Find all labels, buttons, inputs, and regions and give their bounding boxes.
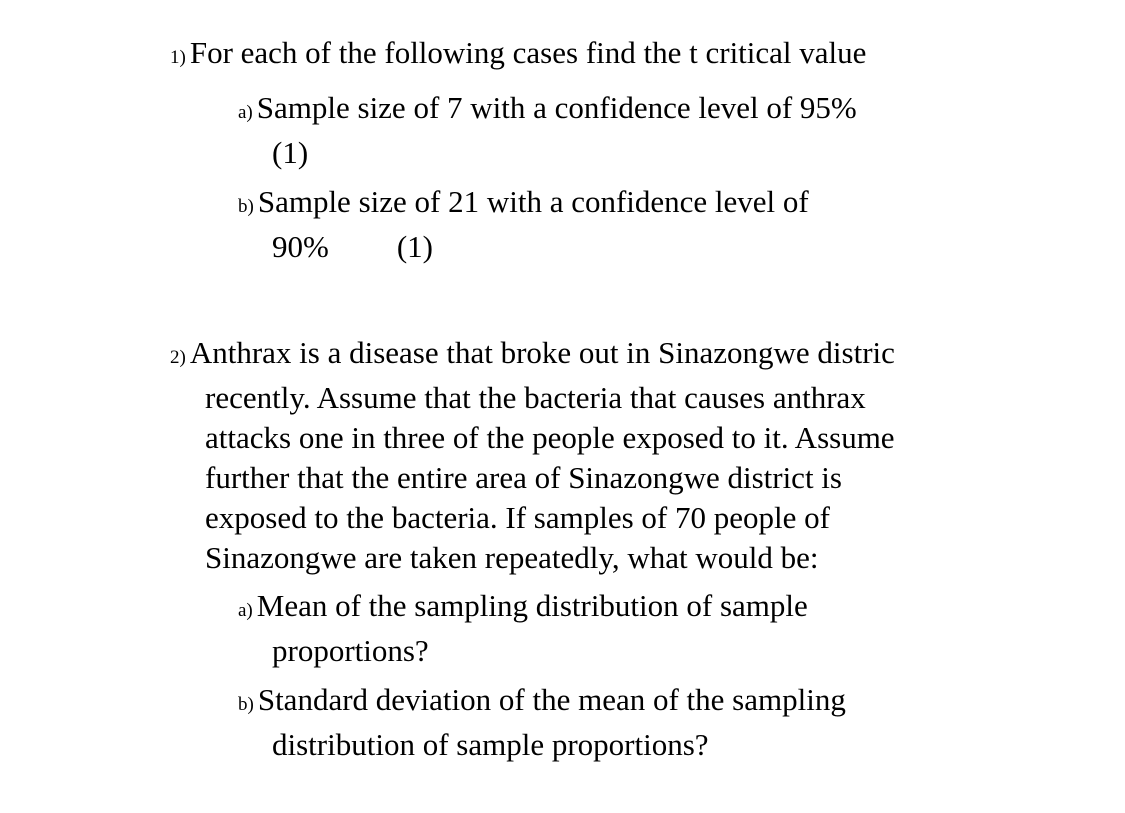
subquestion-line — [238, 88, 857, 133]
question-2-line: Sinazongwe are taken repeatedly, what would be: — [205, 540, 819, 575]
question-number: 1) — [170, 47, 186, 68]
confidence-value: 90% — [272, 229, 329, 264]
subquestion-marks: (1) — [272, 135, 309, 170]
question-text: Anthrax is a disease that broke out in Sinazongwe distric — [189, 335, 895, 370]
subquestion-text: Sample size of 21 with a confidence level of — [257, 184, 809, 219]
question-1a — [238, 88, 857, 173]
subquestion-text: Sample size of 7 with a confidence level of 95% — [256, 90, 857, 125]
subquestion-label: b) — [238, 694, 254, 715]
question-1-stem — [170, 33, 866, 78]
question-2-line: further that the entire area of Sinazongwe district is — [205, 460, 842, 495]
question-2 — [170, 333, 895, 578]
question-2a — [238, 586, 808, 671]
subquestion-text: Standard deviation of the mean of the sampling — [257, 682, 846, 717]
question-2b — [238, 680, 846, 765]
question-number: 2) — [170, 347, 186, 368]
subquestion-label: a) — [238, 600, 253, 621]
question-2-line: recently. Assume that the bacteria that causes anthrax — [205, 380, 866, 415]
question-1 — [170, 33, 866, 78]
subquestion-marks: (1) — [396, 229, 433, 264]
subquestion-line — [238, 586, 808, 631]
question-text: For each of the following cases find the t critical value — [189, 35, 867, 70]
question-2-line — [170, 333, 895, 378]
subquestion-text: Mean of the sampling distribution of sample — [256, 588, 808, 623]
question-1b — [238, 182, 809, 267]
subquestion-line — [238, 680, 846, 725]
subquestion-continuation — [238, 227, 809, 267]
subquestion-label: a) — [238, 102, 253, 123]
question-2-line: attacks one in three of the people exposed to it. Assume — [205, 420, 895, 455]
subquestion-continuation: distribution of sample proportions? — [272, 727, 709, 762]
question-2-line: exposed to the bacteria. If samples of 70 people of — [205, 500, 830, 535]
subquestion-continuation: proportions? — [272, 633, 429, 668]
subquestion-label: b) — [238, 196, 254, 217]
subquestion-line — [238, 182, 809, 227]
